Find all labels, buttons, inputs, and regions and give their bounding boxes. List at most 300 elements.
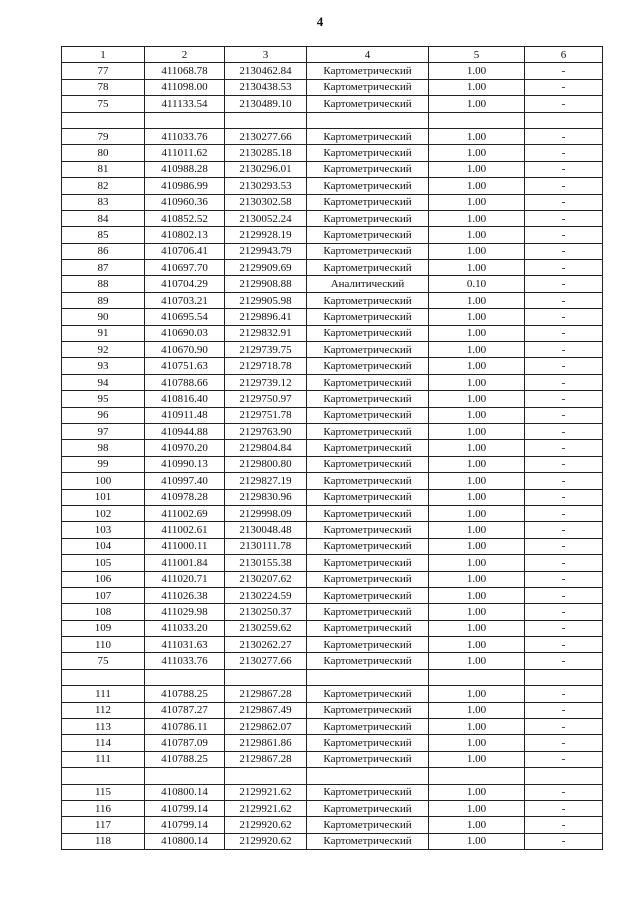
y-coordinate-cell: 2129998.09 [225, 505, 307, 521]
accuracy-cell: 1.00 [429, 79, 525, 95]
empty-cell [525, 669, 603, 685]
table-row [62, 719, 603, 735]
y-coordinate-cell: 2129920.62 [225, 817, 307, 833]
method-cell: Картометрический [307, 358, 429, 374]
note-cell: - [525, 292, 603, 308]
x-coordinate-cell: 411098.00 [145, 79, 225, 95]
method-cell: Картометрический [307, 571, 429, 587]
note-cell: - [525, 325, 603, 341]
x-coordinate-cell: 410704.29 [145, 276, 225, 292]
y-coordinate-cell: 2129896.41 [225, 309, 307, 325]
y-coordinate-cell: 2129921.62 [225, 800, 307, 816]
x-coordinate-cell: 411133.54 [145, 96, 225, 112]
separator-row [62, 768, 603, 784]
method-cell: Картометрический [307, 538, 429, 554]
y-coordinate-cell: 2130048.48 [225, 522, 307, 538]
accuracy-cell: 1.00 [429, 637, 525, 653]
table-row [62, 423, 603, 439]
method-cell: Картометрический [307, 96, 429, 112]
note-cell: - [525, 686, 603, 702]
column-header: 3 [225, 47, 307, 63]
table-row [62, 686, 603, 702]
point-number-cell: 115 [62, 784, 145, 800]
column-header: 6 [525, 47, 603, 63]
empty-cell [62, 768, 145, 784]
accuracy-cell: 1.00 [429, 145, 525, 161]
accuracy-cell: 0.10 [429, 276, 525, 292]
method-cell: Картометрический [307, 391, 429, 407]
empty-cell [145, 669, 225, 685]
accuracy-cell: 1.00 [429, 800, 525, 816]
point-number-cell: 104 [62, 538, 145, 554]
table-row [62, 63, 603, 79]
x-coordinate-cell: 411001.84 [145, 555, 225, 571]
note-cell: - [525, 260, 603, 276]
y-coordinate-cell: 2129739.75 [225, 342, 307, 358]
method-cell: Картометрический [307, 342, 429, 358]
accuracy-cell: 1.00 [429, 128, 525, 144]
table-row [62, 637, 603, 653]
note-cell: - [525, 833, 603, 849]
y-coordinate-cell: 2129832.91 [225, 325, 307, 341]
table-body [62, 63, 603, 850]
y-coordinate-cell: 2130302.58 [225, 194, 307, 210]
method-cell: Картометрический [307, 325, 429, 341]
accuracy-cell: 1.00 [429, 653, 525, 669]
method-cell: Картометрический [307, 587, 429, 603]
empty-cell [307, 768, 429, 784]
note-cell: - [525, 128, 603, 144]
x-coordinate-cell: 410751.63 [145, 358, 225, 374]
x-coordinate-cell: 410706.41 [145, 243, 225, 259]
method-cell: Картометрический [307, 653, 429, 669]
method-cell: Картометрический [307, 210, 429, 226]
y-coordinate-cell: 2130285.18 [225, 145, 307, 161]
x-coordinate-cell: 410960.36 [145, 194, 225, 210]
note-cell: - [525, 440, 603, 456]
table-row [62, 817, 603, 833]
accuracy-cell: 1.00 [429, 620, 525, 636]
x-coordinate-cell: 410816.40 [145, 391, 225, 407]
point-number-cell: 102 [62, 505, 145, 521]
empty-cell [429, 768, 525, 784]
empty-cell [225, 669, 307, 685]
y-coordinate-cell: 2129830.96 [225, 489, 307, 505]
accuracy-cell: 1.00 [429, 522, 525, 538]
method-cell: Картометрический [307, 800, 429, 816]
note-cell: - [525, 96, 603, 112]
table-row [62, 505, 603, 521]
accuracy-cell: 1.00 [429, 833, 525, 849]
note-cell: - [525, 817, 603, 833]
method-cell: Картометрический [307, 194, 429, 210]
accuracy-cell: 1.00 [429, 735, 525, 751]
note-cell: - [525, 735, 603, 751]
table-row [62, 292, 603, 308]
note-cell: - [525, 358, 603, 374]
point-number-cell: 108 [62, 604, 145, 620]
point-number-cell: 100 [62, 473, 145, 489]
method-cell: Картометрический [307, 817, 429, 833]
point-number-cell: 103 [62, 522, 145, 538]
point-number-cell: 93 [62, 358, 145, 374]
y-coordinate-cell: 2129739.12 [225, 374, 307, 390]
method-cell: Картометрический [307, 227, 429, 243]
method-cell: Картометрический [307, 260, 429, 276]
point-number-cell: 77 [62, 63, 145, 79]
empty-cell [145, 768, 225, 784]
method-cell: Аналитический [307, 276, 429, 292]
header-row [62, 47, 603, 63]
point-number-cell: 88 [62, 276, 145, 292]
x-coordinate-cell: 410787.27 [145, 702, 225, 718]
table-row [62, 587, 603, 603]
table-row [62, 473, 603, 489]
x-coordinate-cell: 410690.03 [145, 325, 225, 341]
table-row [62, 571, 603, 587]
table-row [62, 309, 603, 325]
accuracy-cell: 1.00 [429, 489, 525, 505]
table-row [62, 210, 603, 226]
x-coordinate-cell: 410944.88 [145, 423, 225, 439]
note-cell: - [525, 309, 603, 325]
accuracy-cell: 1.00 [429, 194, 525, 210]
table-row [62, 456, 603, 472]
point-number-cell: 90 [62, 309, 145, 325]
point-number-cell: 118 [62, 833, 145, 849]
x-coordinate-cell: 411020.71 [145, 571, 225, 587]
method-cell: Картометрический [307, 784, 429, 800]
note-cell: - [525, 342, 603, 358]
point-number-cell: 111 [62, 751, 145, 767]
method-cell: Картометрический [307, 473, 429, 489]
accuracy-cell: 1.00 [429, 178, 525, 194]
x-coordinate-cell: 411033.76 [145, 128, 225, 144]
accuracy-cell: 1.00 [429, 604, 525, 620]
note-cell: - [525, 276, 603, 292]
y-coordinate-cell: 2130277.66 [225, 653, 307, 669]
accuracy-cell: 1.00 [429, 751, 525, 767]
accuracy-cell: 1.00 [429, 686, 525, 702]
table-row [62, 555, 603, 571]
table-row [62, 325, 603, 341]
note-cell: - [525, 227, 603, 243]
note-cell: - [525, 800, 603, 816]
accuracy-cell: 1.00 [429, 342, 525, 358]
point-number-cell: 95 [62, 391, 145, 407]
table-row [62, 702, 603, 718]
note-cell: - [525, 538, 603, 554]
accuracy-cell: 1.00 [429, 473, 525, 489]
separator-row [62, 112, 603, 128]
y-coordinate-cell: 2130052.24 [225, 210, 307, 226]
table-row [62, 784, 603, 800]
note-cell: - [525, 391, 603, 407]
x-coordinate-cell: 411011.62 [145, 145, 225, 161]
table-row [62, 342, 603, 358]
method-cell: Картометрический [307, 407, 429, 423]
note-cell: - [525, 210, 603, 226]
point-number-cell: 106 [62, 571, 145, 587]
y-coordinate-cell: 2130293.53 [225, 178, 307, 194]
note-cell: - [525, 784, 603, 800]
method-cell: Картометрический [307, 161, 429, 177]
method-cell: Картометрический [307, 702, 429, 718]
note-cell: - [525, 751, 603, 767]
accuracy-cell: 1.00 [429, 309, 525, 325]
note-cell: - [525, 620, 603, 636]
y-coordinate-cell: 2129827.19 [225, 473, 307, 489]
empty-cell [525, 768, 603, 784]
point-number-cell: 113 [62, 719, 145, 735]
table-row [62, 161, 603, 177]
y-coordinate-cell: 2129908.88 [225, 276, 307, 292]
method-cell: Картометрический [307, 243, 429, 259]
accuracy-cell: 1.00 [429, 587, 525, 603]
y-coordinate-cell: 2130250.37 [225, 604, 307, 620]
y-coordinate-cell: 2129943.79 [225, 243, 307, 259]
method-cell: Картометрический [307, 63, 429, 79]
empty-cell [429, 112, 525, 128]
note-cell: - [525, 178, 603, 194]
y-coordinate-cell: 2130259.62 [225, 620, 307, 636]
table-row [62, 79, 603, 95]
table-row [62, 522, 603, 538]
x-coordinate-cell: 410997.40 [145, 473, 225, 489]
note-cell: - [525, 505, 603, 521]
note-cell: - [525, 489, 603, 505]
empty-cell [225, 768, 307, 784]
method-cell: Картометрический [307, 637, 429, 653]
x-coordinate-cell: 410703.21 [145, 292, 225, 308]
method-cell: Картометрический [307, 522, 429, 538]
column-header: 2 [145, 47, 225, 63]
y-coordinate-cell: 2129928.19 [225, 227, 307, 243]
point-number-cell: 111 [62, 686, 145, 702]
y-coordinate-cell: 2129862.07 [225, 719, 307, 735]
accuracy-cell: 1.00 [429, 63, 525, 79]
y-coordinate-cell: 2130462.84 [225, 63, 307, 79]
accuracy-cell: 1.00 [429, 719, 525, 735]
table-row [62, 620, 603, 636]
point-number-cell: 107 [62, 587, 145, 603]
x-coordinate-cell: 410786.11 [145, 719, 225, 735]
x-coordinate-cell: 410800.14 [145, 833, 225, 849]
x-coordinate-cell: 410852.52 [145, 210, 225, 226]
x-coordinate-cell: 410988.28 [145, 161, 225, 177]
table-row [62, 653, 603, 669]
note-cell: - [525, 63, 603, 79]
method-cell: Картометрический [307, 456, 429, 472]
method-cell: Картометрический [307, 440, 429, 456]
point-number-cell: 80 [62, 145, 145, 161]
point-number-cell: 92 [62, 342, 145, 358]
accuracy-cell: 1.00 [429, 407, 525, 423]
note-cell: - [525, 243, 603, 259]
table-row [62, 489, 603, 505]
point-number-cell: 81 [62, 161, 145, 177]
point-number-cell: 82 [62, 178, 145, 194]
note-cell: - [525, 374, 603, 390]
point-number-cell: 117 [62, 817, 145, 833]
point-number-cell: 114 [62, 735, 145, 751]
method-cell: Картометрический [307, 292, 429, 308]
empty-cell [307, 112, 429, 128]
x-coordinate-cell: 410788.25 [145, 686, 225, 702]
accuracy-cell: 1.00 [429, 456, 525, 472]
accuracy-cell: 1.00 [429, 227, 525, 243]
note-cell: - [525, 702, 603, 718]
method-cell: Картометрический [307, 604, 429, 620]
x-coordinate-cell: 411031.63 [145, 637, 225, 653]
y-coordinate-cell: 2129867.49 [225, 702, 307, 718]
column-header: 5 [429, 47, 525, 63]
table-row [62, 260, 603, 276]
note-cell: - [525, 555, 603, 571]
table-row [62, 194, 603, 210]
accuracy-cell: 1.00 [429, 440, 525, 456]
method-cell: Картометрический [307, 423, 429, 439]
y-coordinate-cell: 2129920.62 [225, 833, 307, 849]
x-coordinate-cell: 410990.13 [145, 456, 225, 472]
y-coordinate-cell: 2129861.86 [225, 735, 307, 751]
y-coordinate-cell: 2130438.53 [225, 79, 307, 95]
y-coordinate-cell: 2130277.66 [225, 128, 307, 144]
x-coordinate-cell: 411068.78 [145, 63, 225, 79]
note-cell: - [525, 719, 603, 735]
x-coordinate-cell: 410802.13 [145, 227, 225, 243]
method-cell: Картометрический [307, 128, 429, 144]
x-coordinate-cell: 410788.66 [145, 374, 225, 390]
point-number-cell: 87 [62, 260, 145, 276]
point-number-cell: 91 [62, 325, 145, 341]
x-coordinate-cell: 411029.98 [145, 604, 225, 620]
empty-cell [62, 112, 145, 128]
accuracy-cell: 1.00 [429, 784, 525, 800]
x-coordinate-cell: 410800.14 [145, 784, 225, 800]
point-number-cell: 75 [62, 653, 145, 669]
method-cell: Картометрический [307, 178, 429, 194]
coordinates-table [61, 46, 603, 850]
page-number: 4 [316, 14, 324, 29]
table-row [62, 358, 603, 374]
method-cell: Картометрический [307, 79, 429, 95]
point-number-cell: 78 [62, 79, 145, 95]
table-row [62, 178, 603, 194]
y-coordinate-cell: 2129921.62 [225, 784, 307, 800]
x-coordinate-cell: 410970.20 [145, 440, 225, 456]
point-number-cell: 94 [62, 374, 145, 390]
y-coordinate-cell: 2129800.80 [225, 456, 307, 472]
point-number-cell: 86 [62, 243, 145, 259]
y-coordinate-cell: 2130489.10 [225, 96, 307, 112]
note-cell: - [525, 456, 603, 472]
x-coordinate-cell: 410695.54 [145, 309, 225, 325]
x-coordinate-cell: 410986.99 [145, 178, 225, 194]
point-number-cell: 101 [62, 489, 145, 505]
point-number-cell: 85 [62, 227, 145, 243]
accuracy-cell: 1.00 [429, 702, 525, 718]
column-header: 1 [62, 47, 145, 63]
point-number-cell: 110 [62, 637, 145, 653]
table-row [62, 145, 603, 161]
y-coordinate-cell: 2129905.98 [225, 292, 307, 308]
method-cell: Картометрический [307, 735, 429, 751]
x-coordinate-cell: 411033.76 [145, 653, 225, 669]
method-cell: Картометрический [307, 686, 429, 702]
table-row [62, 833, 603, 849]
x-coordinate-cell: 410697.70 [145, 260, 225, 276]
separator-row [62, 669, 603, 685]
method-cell: Картометрический [307, 145, 429, 161]
point-number-cell: 89 [62, 292, 145, 308]
accuracy-cell: 1.00 [429, 325, 525, 341]
point-number-cell: 98 [62, 440, 145, 456]
accuracy-cell: 1.00 [429, 358, 525, 374]
x-coordinate-cell: 410788.25 [145, 751, 225, 767]
note-cell: - [525, 407, 603, 423]
table-row [62, 604, 603, 620]
table-row [62, 276, 603, 292]
method-cell: Картометрический [307, 374, 429, 390]
note-cell: - [525, 194, 603, 210]
x-coordinate-cell: 411002.61 [145, 522, 225, 538]
accuracy-cell: 1.00 [429, 555, 525, 571]
x-coordinate-cell: 411002.69 [145, 505, 225, 521]
point-number-cell: 79 [62, 128, 145, 144]
y-coordinate-cell: 2129763.90 [225, 423, 307, 439]
y-coordinate-cell: 2130224.59 [225, 587, 307, 603]
method-cell: Картометрический [307, 833, 429, 849]
x-coordinate-cell: 410670.90 [145, 342, 225, 358]
x-coordinate-cell: 410787.09 [145, 735, 225, 751]
point-number-cell: 97 [62, 423, 145, 439]
y-coordinate-cell: 2129718.78 [225, 358, 307, 374]
empty-cell [145, 112, 225, 128]
point-number-cell: 112 [62, 702, 145, 718]
point-number-cell: 116 [62, 800, 145, 816]
point-number-cell: 75 [62, 96, 145, 112]
x-coordinate-cell: 410911.48 [145, 407, 225, 423]
table-row [62, 407, 603, 423]
note-cell: - [525, 79, 603, 95]
empty-cell [225, 112, 307, 128]
table-row [62, 391, 603, 407]
table-row [62, 735, 603, 751]
column-header: 4 [307, 47, 429, 63]
note-cell: - [525, 522, 603, 538]
note-cell: - [525, 604, 603, 620]
x-coordinate-cell: 410799.14 [145, 800, 225, 816]
table-row [62, 800, 603, 816]
empty-cell [307, 669, 429, 685]
table-row [62, 751, 603, 767]
accuracy-cell: 1.00 [429, 571, 525, 587]
x-coordinate-cell: 411000.11 [145, 538, 225, 554]
x-coordinate-cell: 410799.14 [145, 817, 225, 833]
note-cell: - [525, 161, 603, 177]
x-coordinate-cell: 410978.28 [145, 489, 225, 505]
note-cell: - [525, 571, 603, 587]
table-row [62, 243, 603, 259]
y-coordinate-cell: 2129867.28 [225, 751, 307, 767]
y-coordinate-cell: 2129804.84 [225, 440, 307, 456]
point-number-cell: 83 [62, 194, 145, 210]
method-cell: Картометрический [307, 620, 429, 636]
method-cell: Картометрический [307, 489, 429, 505]
y-coordinate-cell: 2129867.28 [225, 686, 307, 702]
note-cell: - [525, 653, 603, 669]
